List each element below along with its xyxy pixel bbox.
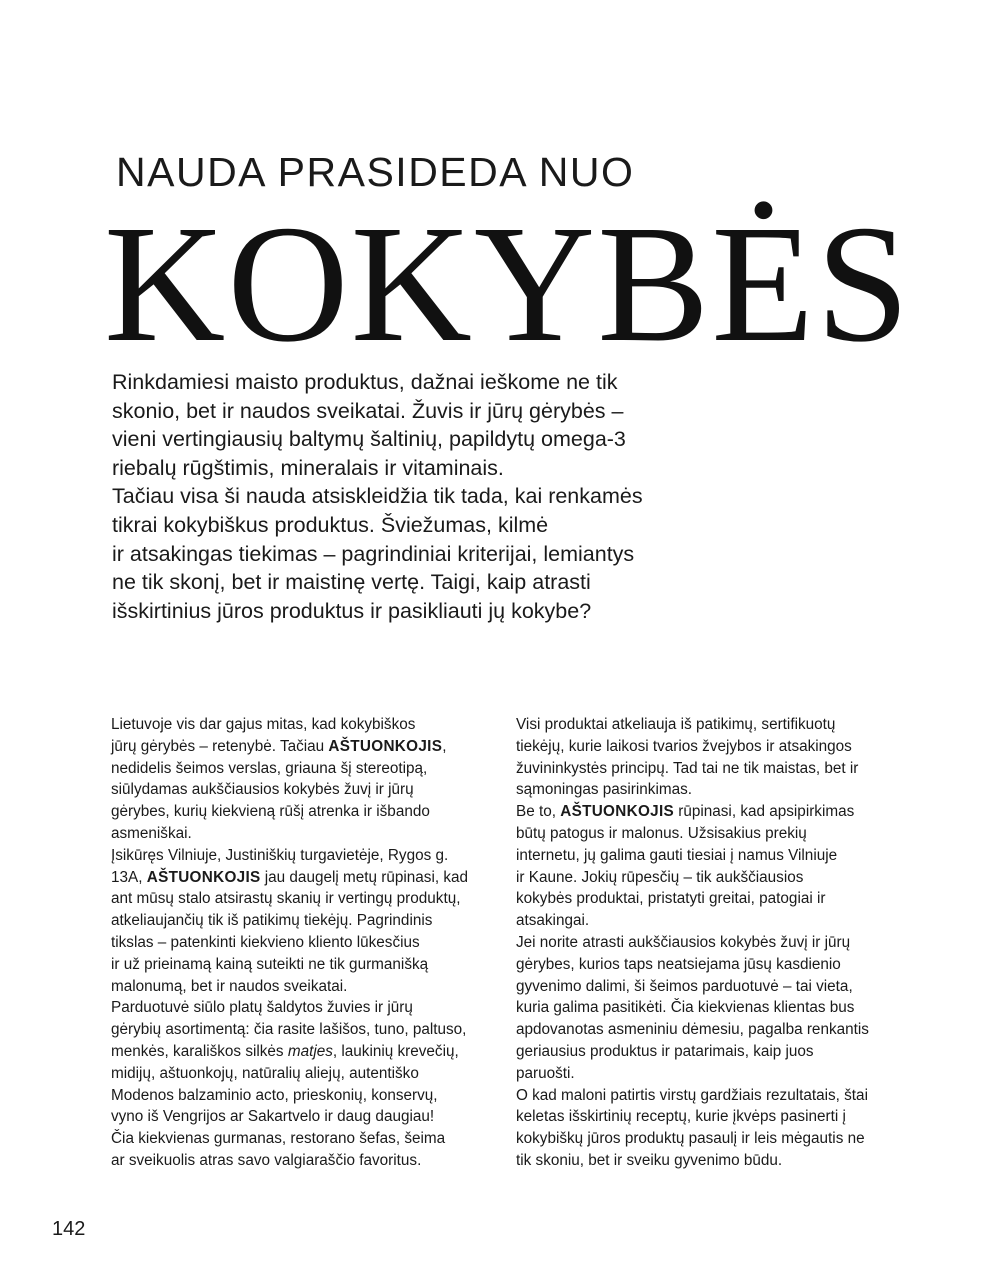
body-line: gėrybes, kurių kiekvieną rūšį atrenka ir išbando: [111, 803, 430, 821]
lead-line: tikrai kokybiškus produktus. Šviežumas, kilmė: [112, 512, 549, 537]
body-line: kuria galima pasitikėti. Čia kiekvienas klientas bus: [516, 999, 855, 1017]
brand-name: AŠTUONKOJIS: [328, 737, 443, 755]
lead-line: išskirtinius jūros produktus ir pasikliauti jų kokybe?: [112, 598, 592, 623]
body-line: sąmoningas pasirinkimas.: [516, 781, 692, 799]
body-line: nedidelis šeimos verslas, griauna šį stereotipą,: [111, 759, 428, 777]
body-line: [111, 1041, 491, 1063]
body-line: tik skoniu, bet ir sveiku gyvenimo būdu.: [516, 1151, 783, 1169]
body-line: [516, 801, 896, 823]
body-text: jau daugelį metų rūpinasi, kad: [260, 868, 469, 886]
body-line: asmeniškai.: [111, 824, 192, 842]
body-text: Be to,: [516, 803, 561, 821]
body-line: apdovanotas asmeniniu dėmesiu, pagalba renkantis: [516, 1021, 869, 1039]
lead-line: ne tik skonį, bet ir maistinę vertę. Taigi, kaip atrasti: [112, 570, 591, 595]
body-line: ir Kaune. Jokių rūpesčių – tik aukščiausios: [516, 868, 804, 886]
body-text: , laukinių krevečių,: [332, 1042, 459, 1060]
body-line: kokybės produktai, pristatyti greitai, patogiai ir: [516, 890, 826, 908]
body-line: midijų, aštuonkojų, natūralių aliejų, autentiško: [111, 1064, 419, 1082]
lead-line: skonio, bet ir naudos sveikatai. Žuvis ir jūrų gėrybės –: [112, 398, 624, 423]
body-line: gėrybių asortimentą: čia rasite lašišos, tuno, paltuso,: [111, 1021, 467, 1039]
body-line: keletas išskirtinių receptų, kurie įkvėps pasinerti į: [516, 1108, 846, 1126]
body-line: [111, 867, 491, 889]
body-text: menkės, karališkos silkės: [111, 1042, 288, 1060]
body-line: žuvininkystės principų. Tad tai ne tik maistas, bet ir: [516, 759, 859, 777]
body-line: Įsikūręs Vilniuje, Justiniškių turgavietėje, Rygos g.: [111, 846, 449, 864]
body-text: rūpinasi, kad apsipirkimas: [674, 803, 855, 821]
brand-name: AŠTUONKOJIS: [146, 868, 261, 886]
body-line: atsakingai.: [516, 912, 590, 930]
article-headline: KOKYBĖS: [104, 191, 912, 377]
body-line: gėrybes, kurios taps neatsiejama jūsų kasdienio: [516, 955, 841, 973]
body-line: būtų patogus ir malonus. Užsisakius prekių: [516, 824, 807, 842]
body-line: O kad maloni patirtis virstų gardžiais rezultatais, štai: [516, 1086, 868, 1104]
body-line: vyno iš Vengrijos ar Sakartvelo ir daug daugiau!: [111, 1108, 435, 1126]
body-line: siūlydamas aukščiausios kokybės žuvį ir jūrų: [111, 781, 414, 799]
body-line: tikslas – patenkinti kiekvieno kliento lūkesčius: [111, 933, 420, 951]
body-text: ,: [442, 737, 447, 755]
body-line: Visi produktai atkeliauja iš patikimų, sertifikuotų: [516, 716, 836, 733]
body-line: paruošti.: [516, 1064, 575, 1082]
body-line: gyvenimo dalimi, ši šeimos parduotuvė – tai vieta,: [516, 977, 853, 995]
lead-line: Tačiau visa ši nauda atsiskleidžia tik tada, kai renkamės: [112, 484, 643, 509]
body-line: ar sveikuolis atras savo valgiaraščio favoritus.: [111, 1151, 422, 1169]
lead-line: Rinkdamiesi maisto produktus, dažnai ieškome ne tik: [112, 370, 618, 394]
italic-term: matjes: [287, 1042, 333, 1060]
page-number: 142: [52, 1218, 86, 1240]
body-line: Jei norite atrasti aukščiausios kokybės žuvį ir jūrų: [516, 933, 851, 951]
body-line: Čia kiekvienas gurmanas, restorano šefas, šeima: [111, 1130, 446, 1148]
lead-line: ir atsakingas tiekimas – pagrindiniai kriterijai, lemiantys: [112, 541, 635, 566]
body-line: atkeliaujančių tik iš patikimų tiekėjų. Pagrindinis: [111, 912, 433, 930]
lead-line: riebalų rūgštimis, mineralais ir vitaminais.: [112, 455, 504, 480]
body-column-right: [516, 714, 896, 1172]
body-column-left: [111, 714, 491, 1172]
body-line: internetu, jų galima gauti tiesiai į namus Vilniuje: [516, 846, 838, 864]
body-line: tiekėjų, kurie laikosi tvarios žvejybos ir atsakingos: [516, 737, 852, 755]
body-line: [111, 736, 491, 758]
body-line: Parduotuvė siūlo platų šaldytos žuvies ir jūrų: [111, 999, 413, 1017]
article-kicker: NAUDA PRASIDEDA NUO: [116, 149, 635, 195]
body-line: ant mūsų stalo atsirastų skanių ir vertingų produktų,: [111, 890, 461, 908]
body-line: Modenos balzaminio acto, prieskonių, konservų,: [111, 1086, 438, 1104]
lead-paragraph: [112, 368, 692, 625]
body-line: malonumą, bet ir naudos sveikatai.: [111, 977, 348, 995]
body-line: geriausius produktus ir patarimais, kaip juos: [516, 1042, 814, 1060]
body-line: ir už prieinamą kainą suteikti ne tik gurmanišką: [111, 955, 429, 973]
lead-line: vieni vertingiausių baltymų šaltinių, papildytų omega-3: [112, 427, 626, 452]
body-line: Lietuvoje vis dar gajus mitas, kad kokybiškos: [111, 716, 416, 733]
body-text: 13A,: [111, 868, 147, 886]
body-line: kokybiškų jūros produktų pasaulį ir leis mėgautis ne: [516, 1130, 865, 1148]
brand-name: AŠTUONKOJIS: [560, 803, 675, 821]
body-text: jūrų gėrybės – retenybė. Tačiau: [111, 737, 329, 755]
